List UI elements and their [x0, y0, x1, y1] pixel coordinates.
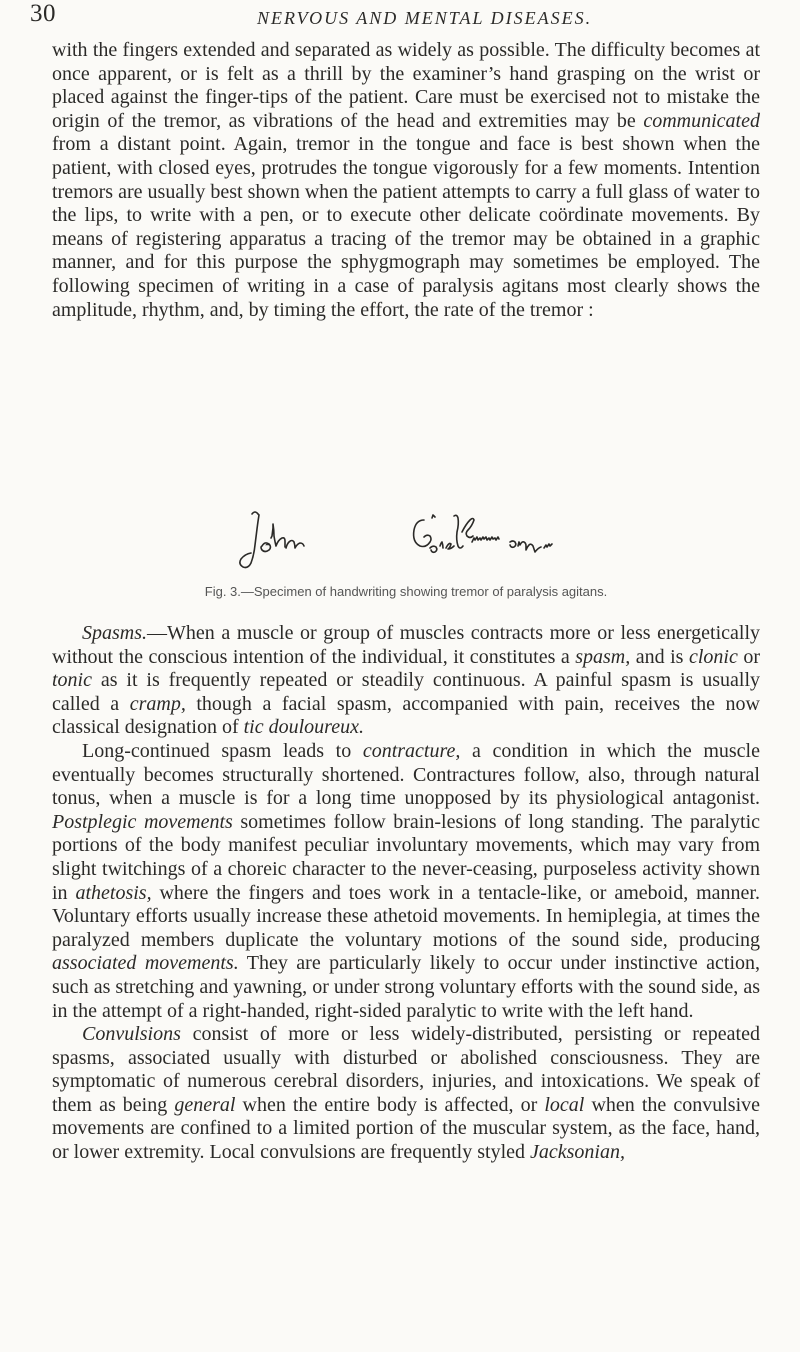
text-run: —When a muscle or group of muscles contracts more or less energetically without the conscious intention of the individual, it constitutes a	[52, 622, 760, 668]
italic-term: communicated	[643, 109, 760, 132]
italic-term: tonic	[52, 669, 92, 692]
page-number: 30	[30, 0, 56, 27]
handwriting-figure	[52, 498, 760, 578]
text-run: from a distant point. Again, tremor in the tongue and face is best shown when the patient, with closed eyes, protrudes the tongue vigorously for a few moments. Intention tremors are usually best shown when the patient attempts to carry a full glass of water to the lips, to write with a pen, or to execute other delicate coördinate movements. By means of registering apparatus a tracing of the tremor may be obtained in a graphic manner, and for this purpose the sphygmograph may sometimes be employed. The following specimen of writing in a case of paralysis agitans most clearly shows the amplitude, rhythm, and, by timing the effort, the rate of the tremor :	[52, 133, 760, 321]
italic-term: Spasms.	[82, 622, 148, 644]
italic-term: athetosis,	[75, 881, 152, 904]
text-run: with the fingers extended and separated as widely as possible. The difficulty becomes at once apparent, or is felt as a thrill by the examiner’s hand grasping on the wrist or placed against the finger-tips of the patient. Care must be exercised not to mistake the origin of the tremor, as vibrations of the head and extremities may be	[52, 39, 760, 132]
italic-term: general	[174, 1093, 236, 1116]
text-run: sometimes follow brain-lesions of long standing. The paralytic portions of the body manifest peculiar involuntary movements, which may vary from slight twitchings of a choreic character to the never-ceasing, purposeless activity shown in	[52, 810, 761, 904]
italic-term: Postplegic movements	[52, 810, 233, 833]
text-run: Long-continued spasm leads to	[82, 739, 363, 762]
text-run: a condition in which the muscle eventually becomes structurally shortened. Contractures follow, also, through natural tonus, when a muscle is for a long time unopposed by its physiological antagonist.	[52, 739, 760, 810]
text-run: though a facial spasm, accompanied with pain, receives the now classical designation of	[52, 692, 760, 739]
italic-term: cramp,	[129, 692, 186, 715]
italic-term: spasm,	[575, 645, 631, 668]
text-run: as it is frequently repeated or steadily continuous. A painful spasm is usually called a	[52, 669, 760, 715]
text-run: when the entire body is affected, or	[235, 1093, 545, 1116]
italic-term: clonic	[688, 645, 738, 668]
text-run: where the fingers and toes work in a tentacle-like, or ameboid, manner. Voluntary efforts usually increase these athetoid movements. In hemiplegia, at times the paralyzed members duplicate the voluntary motions of the sound side, producing	[52, 881, 760, 951]
paragraph-spasms	[52, 622, 760, 740]
running-head: NERVOUS AND MENTAL DISEASES.	[257, 8, 593, 28]
handwriting-specimen	[52, 498, 760, 578]
text-run: They are particularly likely to occur under instinctive action, such as stretching and yawning, or under strong voluntary efforts with the sound side, as in the attempt of a right-handed, right-sided paralytic to write with the left hand.	[52, 952, 760, 1022]
italic-term: contracture,	[362, 739, 461, 762]
main-text	[52, 622, 760, 1165]
figure-caption: Fig. 3.—Specimen of handwriting showing tremor of paralysis agitans.	[204, 584, 608, 599]
paragraph-convulsions	[52, 1023, 760, 1165]
paragraph-contracture	[52, 740, 760, 1023]
italic-term: associated movements.	[52, 952, 239, 975]
italic-term: Convulsions	[82, 1023, 181, 1046]
italic-term: local	[544, 1093, 585, 1116]
paragraph-tremor	[52, 39, 760, 322]
text-run: when the convulsive movements are confined to a limited portion of the muscular system, as the face, hand, or lower extremity. Local convulsions are frequently styled	[52, 1093, 760, 1164]
text-run: consist of more or less widely-distributed, persisting or repeated spasms, associated usually with disturbed or abolished consciousness. They are symptomatic of numerous cerebral disorders, injuries, and intoxications. We speak of them as being	[52, 1023, 760, 1116]
italic-term: Jacksonian,	[530, 1141, 625, 1164]
italic-term: tic douloureux.	[243, 716, 364, 739]
text-run: and is	[630, 645, 689, 668]
text-run: or	[737, 645, 761, 668]
